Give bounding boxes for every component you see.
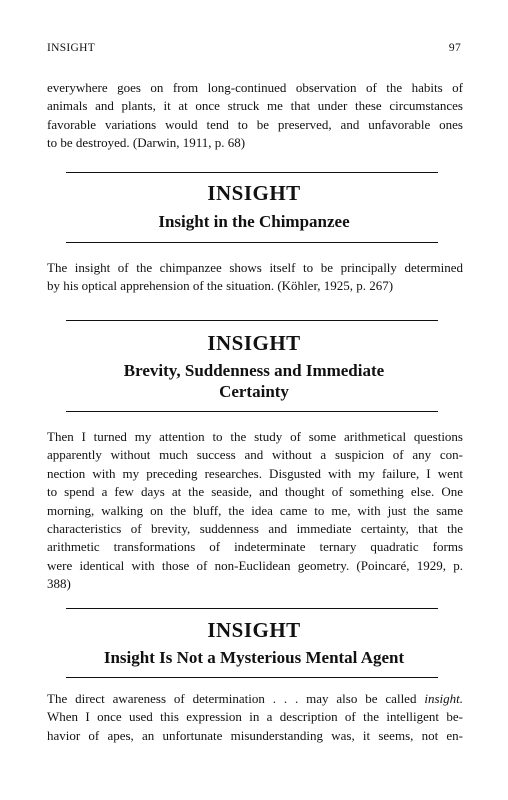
- running-head: [47, 42, 461, 54]
- darwin-quote: [47, 79, 463, 153]
- section-rule-top: [66, 608, 438, 609]
- text-line: to spend a few days at the seaside, and thought of something else. One: [47, 484, 463, 500]
- text-line: havior of apes, an unfortunate misunderstanding was, it seems, not en-: [47, 727, 463, 743]
- section-subtitle-line-1: Brevity, Suddenness and Immediate: [123, 361, 385, 380]
- text-line: by his optical apprehension of the situation. (Köhler, 1925, p. 267): [47, 278, 394, 294]
- section-title: INSIGHT: [207, 618, 301, 642]
- text-line: apparently without much success and without a suspicion of any con-: [47, 447, 463, 463]
- section-rule-top: [66, 320, 438, 321]
- section-rule-bottom: [66, 242, 438, 243]
- text-line: everywhere goes on from long-continued observation of the habits of: [47, 80, 463, 95]
- text-line: nection with my preceding researches. Disgusted with my failure, I went: [47, 465, 463, 481]
- section-title: INSIGHT: [207, 331, 301, 355]
- section-subtitle-line-2: Certainty: [219, 382, 289, 401]
- section-rule-bottom: [66, 677, 438, 678]
- page-number: 97: [448, 42, 461, 54]
- text-line: When I once used this expression in a description of the intelligent be-: [47, 709, 463, 725]
- insight-definition-paragraph: [47, 690, 463, 745]
- text-line: to be destroyed. (Darwin, 1911, p. 68): [47, 135, 246, 151]
- text-line: [47, 690, 463, 708]
- text-line: were identical with those of non-Euclidean geometry. (Poincaré, 1929, p.: [47, 557, 463, 573]
- text-line: The insight of the chimpanzee shows itself to be principally determined: [47, 260, 463, 275]
- text-line: characteristics of brevity, suddenness and immediate certainty, that the: [47, 521, 463, 537]
- kohler-quote: [47, 259, 463, 296]
- line-text: The direct awareness of determination . . . may also be called: [47, 691, 417, 706]
- text-line: morning, walking on the bluff, the idea came to me, with just the same: [47, 502, 463, 518]
- poincare-quote: [47, 428, 463, 594]
- text-line: favorable variations would tend to be preserved, and unfavorable ones: [47, 116, 463, 132]
- italic-term: insight.: [424, 691, 464, 706]
- running-head-title: INSIGHT: [47, 42, 96, 54]
- text-line: animals and plants, it at once struck me that under these circumstances: [47, 98, 463, 114]
- section-subtitle: Insight in the Chimpanzee: [158, 212, 350, 231]
- section-rule-bottom: [66, 411, 438, 412]
- section-rule-top: [66, 172, 438, 173]
- section-subtitle: Insight Is Not a Mysterious Mental Agent: [103, 648, 405, 667]
- text-line: Then I turned my attention to the study of some arithmetical questions: [47, 429, 463, 444]
- text-line: 388): [47, 576, 71, 592]
- text-line: arithmetic transformations of indeterminate ternary quadratic forms: [47, 539, 463, 555]
- section-title: INSIGHT: [207, 181, 301, 205]
